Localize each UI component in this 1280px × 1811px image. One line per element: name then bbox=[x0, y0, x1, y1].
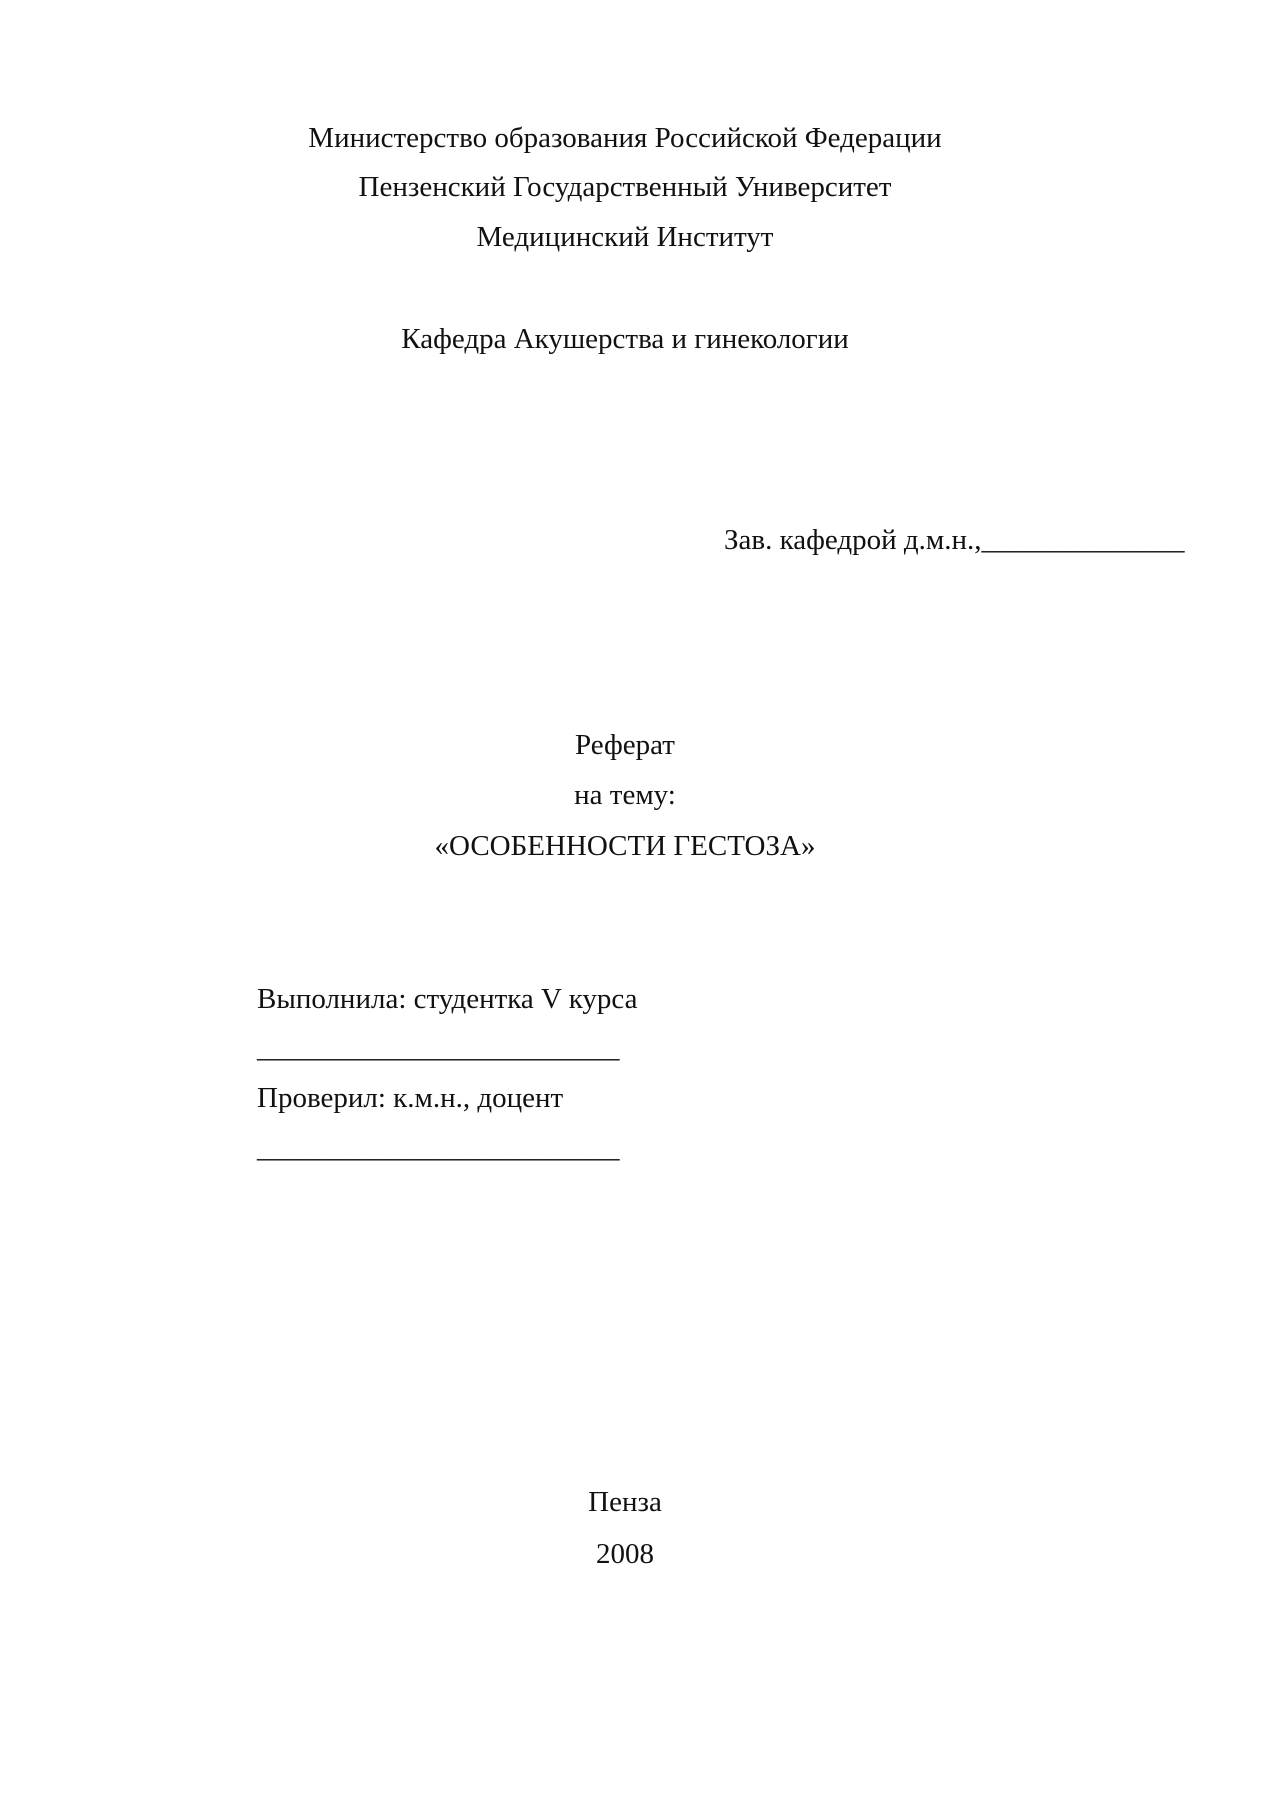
checked-by-line: Проверил: к.м.н., доцент bbox=[257, 1082, 564, 1114]
document-type: Реферат bbox=[575, 729, 675, 761]
performed-by-line: Выполнила: студентка V курса bbox=[257, 983, 638, 1015]
institute-line: Медицинский Институт bbox=[476, 221, 774, 253]
university-line: Пензенский Государственный Университет bbox=[358, 171, 892, 203]
subject-intro: на тему: bbox=[574, 779, 676, 811]
checked-by-blank: _________________________ bbox=[257, 1132, 620, 1164]
city-label: Пенза bbox=[588, 1486, 662, 1518]
ministry-line: Министерство образования Российской Федерации bbox=[308, 122, 942, 154]
topic-title: «ОСОБЕННОСТИ ГЕСТОЗА» bbox=[434, 830, 816, 862]
year-label: 2008 bbox=[596, 1538, 654, 1570]
department-line: Кафедра Акушерства и гинекологии bbox=[401, 323, 849, 355]
performed-by-blank: _________________________ bbox=[257, 1032, 620, 1064]
department-head-signature-line: Зав. кафедрой д.м.н.,______________ bbox=[724, 524, 1185, 556]
